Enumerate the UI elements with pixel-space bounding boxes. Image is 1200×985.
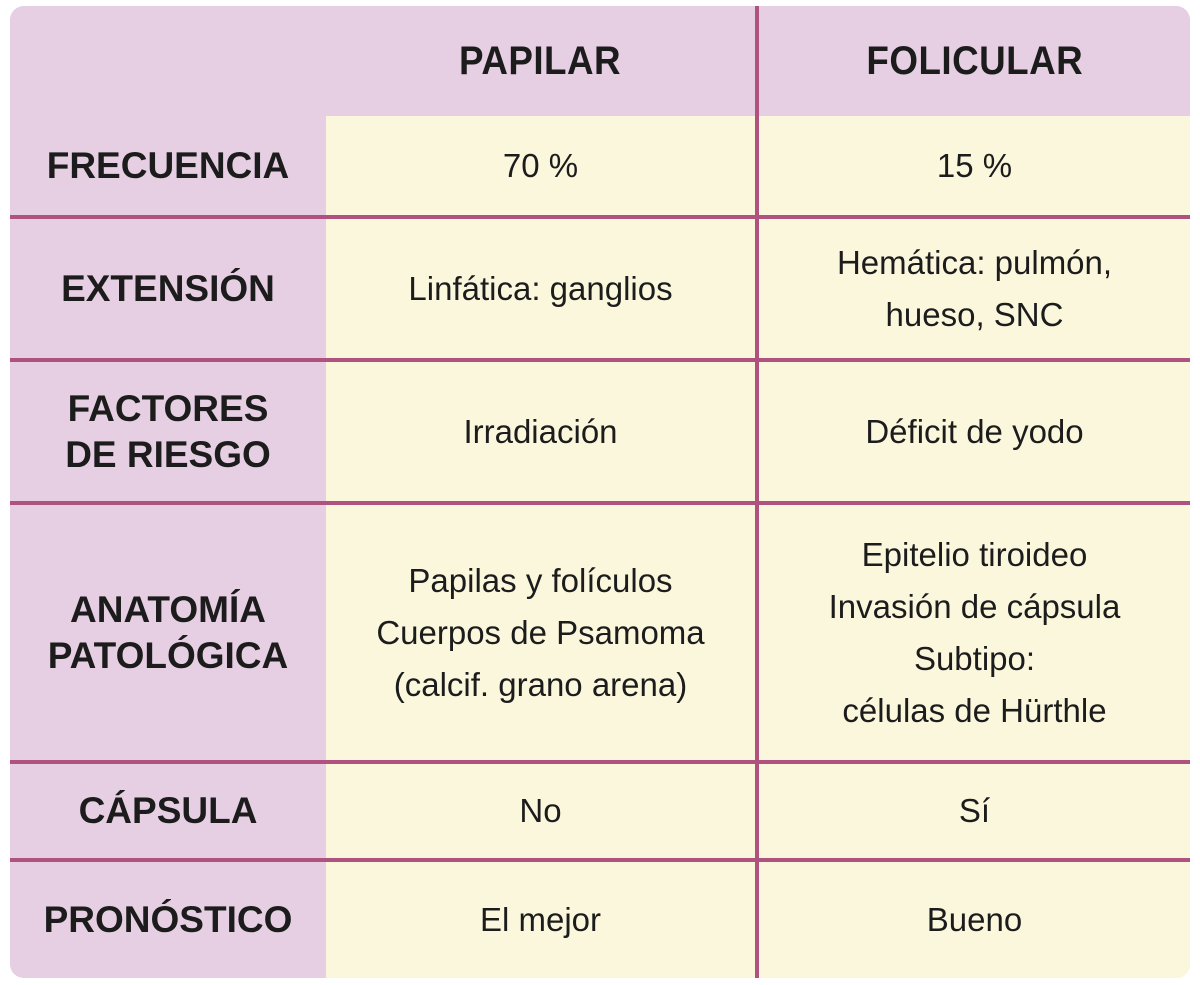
cell-capsula-folicular: Sí (759, 764, 1190, 862)
row-label-anatomia-patologica: ANATOMÍA PATOLÓGICA (10, 505, 326, 764)
row-label-pronostico: PRONÓSTICO (10, 862, 326, 978)
cell-extension-folicular: Hemática: pulmón, hueso, SNC (759, 219, 1190, 362)
cell-extension-papilar: Linfática: ganglios (326, 219, 759, 362)
row-label-frecuencia: FRECUENCIA (10, 116, 326, 219)
cell-anatomia-papilar: Papilas y folículos Cuerpos de Psamoma (calcif. grano arena) (326, 505, 759, 764)
row-label-extension: EXTENSIÓN (10, 219, 326, 362)
comparison-table-card (10, 6, 1190, 978)
cell-pronostico-papilar: El mejor (326, 862, 759, 978)
row-label-capsula: CÁPSULA (10, 764, 326, 862)
cell-pronostico-folicular: Bueno (759, 862, 1190, 978)
cell-anatomia-folicular: Epitelio tiroideo Invasión de cápsula Subtipo: células de Hürthle (759, 505, 1190, 764)
header-folicular-label: FOLICULAR (866, 38, 1083, 83)
header-corner-cell (10, 6, 326, 116)
header-folicular (759, 6, 1190, 116)
cell-capsula-papilar: No (326, 764, 759, 862)
comparison-table (10, 6, 1190, 978)
cell-frecuencia-folicular: 15 % (759, 116, 1190, 219)
cell-factores-papilar: Irradiación (326, 362, 759, 505)
cell-factores-folicular: Déficit de yodo (759, 362, 1190, 505)
header-papilar (326, 6, 759, 116)
cell-frecuencia-papilar: 70 % (326, 116, 759, 219)
row-label-factores-de-riesgo: FACTORES DE RIESGO (10, 362, 326, 505)
header-papilar-label: PAPILAR (459, 38, 622, 83)
